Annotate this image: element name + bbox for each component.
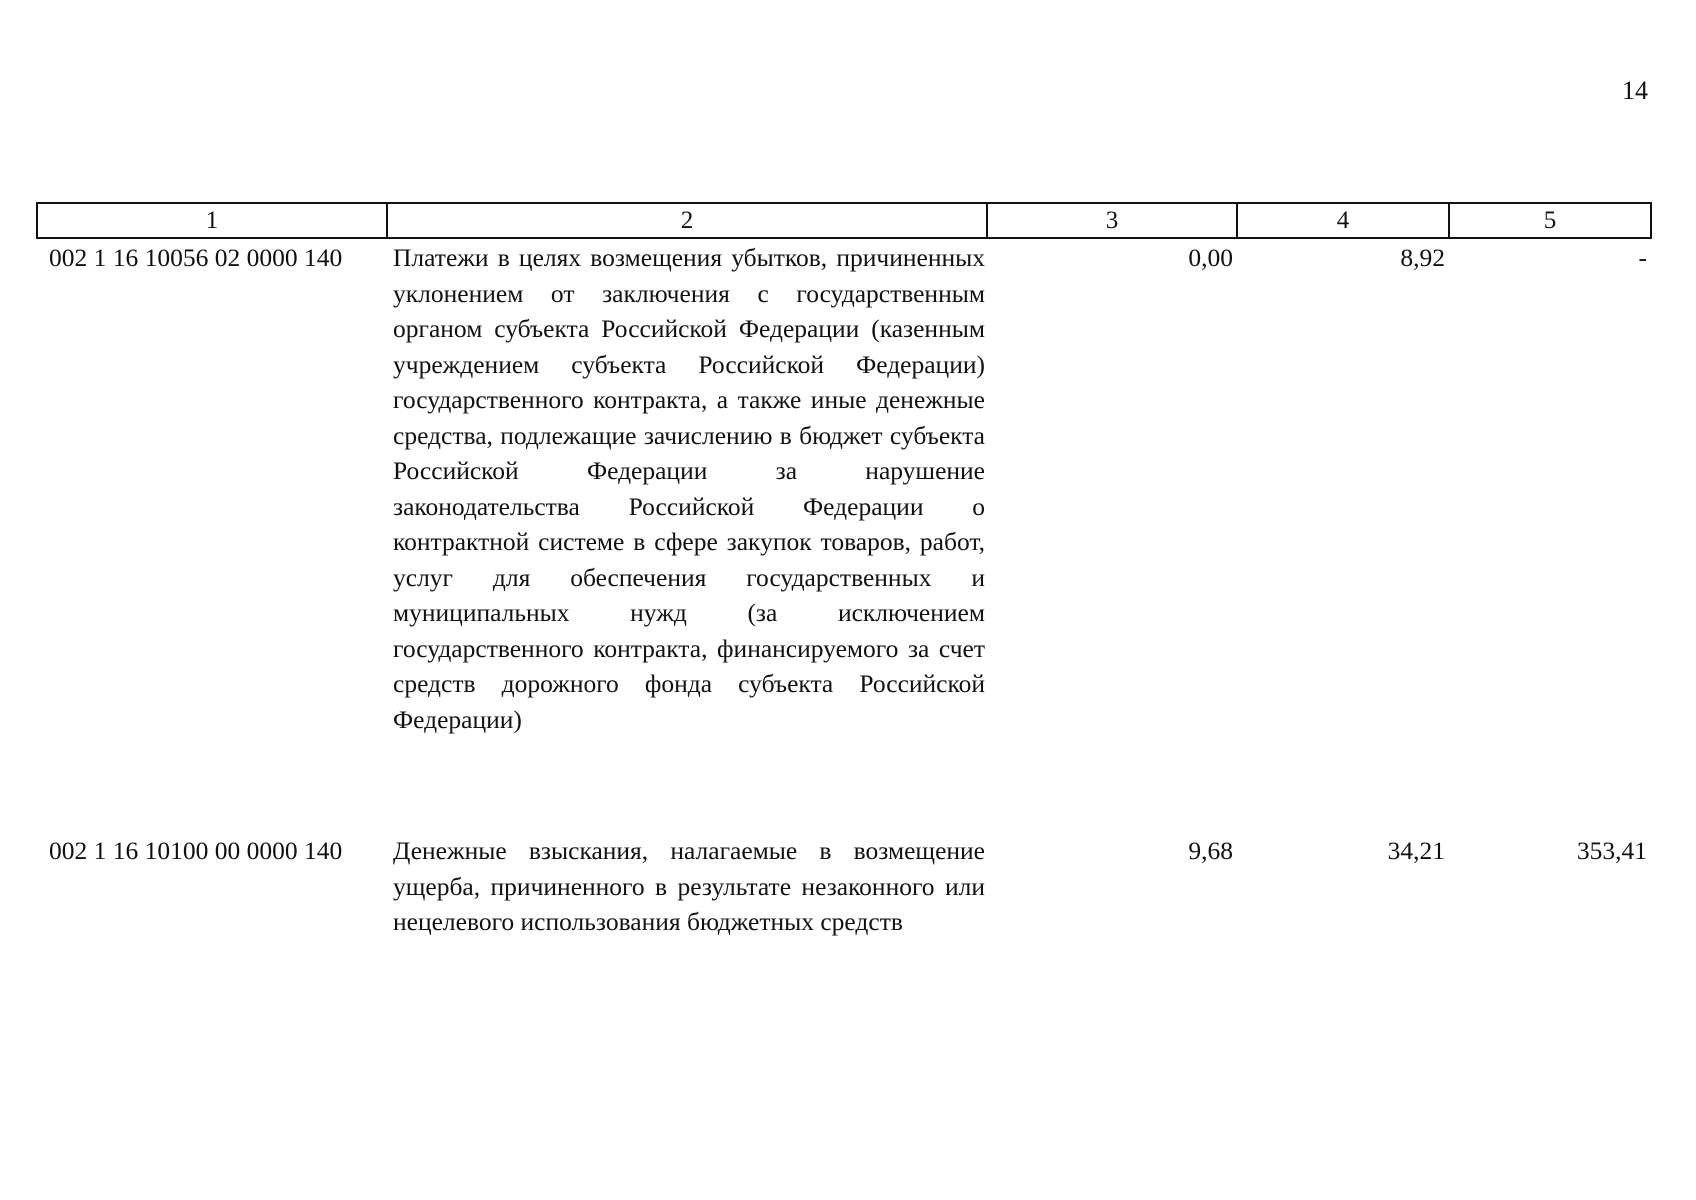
row-col3-value: 9,68 [1188,836,1233,865]
header-col-3: 3 [987,203,1237,238]
header-col-1: 1 [37,203,387,238]
row-col4-value: 34,21 [1387,836,1445,865]
row-col5-value: - [1638,243,1647,272]
row-code: 002 1 16 10056 02 0000 140 [49,243,343,272]
row-description: Денежные взыскания, налагаемые в возмещение ущерба, причиненного в результате незаконного или нецелевого использования бюджетных средств [393,836,985,936]
page-number: 14 [1622,76,1648,105]
table-header [37,203,1651,238]
table-body [37,238,1651,940]
header-row [37,203,1651,238]
header-col-5: 5 [1449,203,1651,238]
header-col-4: 4 [1237,203,1449,238]
table-row [37,833,1651,940]
revenue-table [36,202,1652,940]
row-code: 002 1 16 10100 00 0000 140 [49,836,343,865]
header-col-2: 2 [387,203,987,238]
table-row [37,238,1651,833]
row-col5-value: 353,41 [1576,836,1647,865]
row-col3-value: 0,00 [1188,243,1233,272]
row-description: Платежи в целях возмещения убытков, причиненных уклонением от заключения с государственным органом субъекта Российской Федерации (казенным учреждением субъекта Российской Федерации) государственного контракта, а также иные денежные средства, подлежащие зачислению в бюджет субъекта Российской Федерации за нарушение законодательства Российской Федерации о контрактной системе в сфере закупок товаров, работ, услуг для обеспечения государственных и муниципальных нужд (за исключением государственного контракта, финансируемого за счет средств дорожного фонда субъекта Российской Федерации) [393,243,985,734]
row-col4-value: 8,92 [1400,243,1445,272]
